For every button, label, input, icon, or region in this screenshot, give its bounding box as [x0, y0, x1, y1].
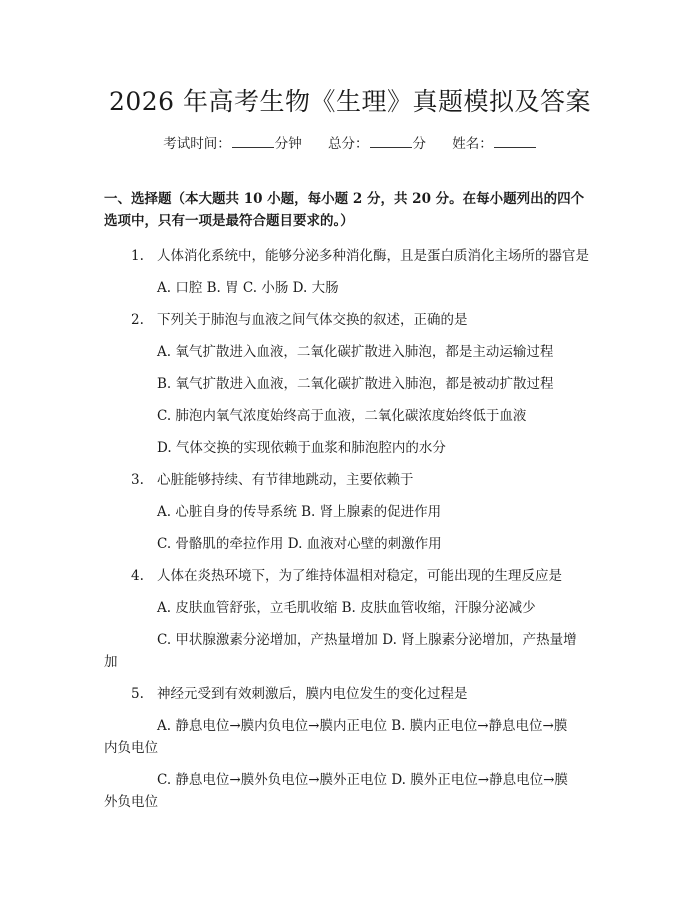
- question-3-stem: [131, 468, 414, 488]
- total-score-label: 总分：: [328, 136, 369, 152]
- question-number: 5.: [131, 686, 144, 702]
- question-2-stem: [131, 308, 468, 328]
- question-5-options-ab-wrap: 内负电位: [104, 740, 158, 756]
- question-number: 3.: [131, 472, 144, 488]
- question-text: 人体消化系统中，能够分泌多种消化酶，且是蛋白质消化主场所的器官是: [157, 248, 589, 264]
- question-3-options-ab: A. 心脏自身的传导系统 B. 肾上腺素的促进作用: [157, 504, 442, 520]
- question-4-options-cd: C. 甲状腺激素分泌增加，产热量增加 D. 肾上腺素分泌增加，产热量增: [157, 632, 577, 648]
- total-score-blank: [370, 135, 412, 148]
- question-4-options-ab: A. 皮肤血管舒张，立毛肌收缩 B. 皮肤血管收缩，汗腺分泌减少: [157, 600, 536, 616]
- question-4-options-cd-wrap: 加: [104, 654, 118, 670]
- section-heading: 一、选择题（本大题共 10 小题，每小题 2 分，共 20 分。在每小题列出的四个选项中，只有一项是最符合题目要求的。）: [104, 191, 585, 229]
- name-blank: [494, 135, 536, 148]
- question-3-options-cd: C. 骨骼肌的牵拉作用 D. 血液对心壁的刺激作用: [157, 536, 442, 552]
- question-text: 心脏能够持续、有节律地跳动，主要依赖于: [157, 472, 414, 488]
- exam-info-bar: [0, 132, 700, 152]
- question-5-options-ab: A. 静息电位→膜内负电位→膜内正电位 B. 膜内正电位→静息电位→膜: [157, 718, 568, 734]
- name-field: [452, 136, 537, 152]
- exam-time-field: [163, 136, 302, 152]
- question-1-options: A. 口腔 B. 胃 C. 小肠 D. 大肠: [157, 280, 339, 296]
- question-2-option-c: C. 肺泡内氧气浓度始终高于血液，二氧化碳浓度始终低于血液: [157, 408, 527, 424]
- total-score-field: [328, 136, 426, 152]
- exam-time-unit: 分钟: [274, 136, 302, 152]
- question-5-stem: [131, 682, 468, 702]
- question-text: 人体在炎热环境下，为了维持体温相对稳定，可能出现的生理反应是: [157, 568, 562, 584]
- question-number: 1.: [131, 248, 144, 264]
- question-text: 神经元受到有效刺激后，膜内电位发生的变化过程是: [157, 686, 468, 702]
- question-5-options-cd-wrap: 外负电位: [104, 794, 158, 810]
- exam-time-blank: [232, 135, 274, 148]
- question-number: 2.: [131, 312, 144, 328]
- question-2-option-b: B. 氧气扩散进入血液，二氧化碳扩散进入肺泡，都是被动扩散过程: [157, 376, 554, 392]
- name-label: 姓名：: [452, 136, 493, 152]
- question-4-stem: [131, 564, 562, 584]
- total-score-unit: 分: [412, 136, 426, 152]
- page-title: 2026 年高考生物《生理》真题模拟及答案: [108, 87, 592, 116]
- question-1-stem: [131, 244, 589, 264]
- exam-time-label: 考试时间：: [163, 136, 231, 152]
- question-5-options-cd: C. 静息电位→膜外负电位→膜外正电位 D. 膜外正电位→静息电位→膜: [157, 772, 568, 788]
- question-2-option-a: A. 氧气扩散进入血液，二氧化碳扩散进入肺泡，都是主动运输过程: [157, 344, 554, 360]
- question-text: 下列关于肺泡与血液之间气体交换的叙述，正确的是: [157, 312, 468, 328]
- question-number: 4.: [131, 568, 144, 584]
- question-2-option-d: D. 气体交换的实现依赖于血浆和肺泡腔内的水分: [157, 440, 446, 456]
